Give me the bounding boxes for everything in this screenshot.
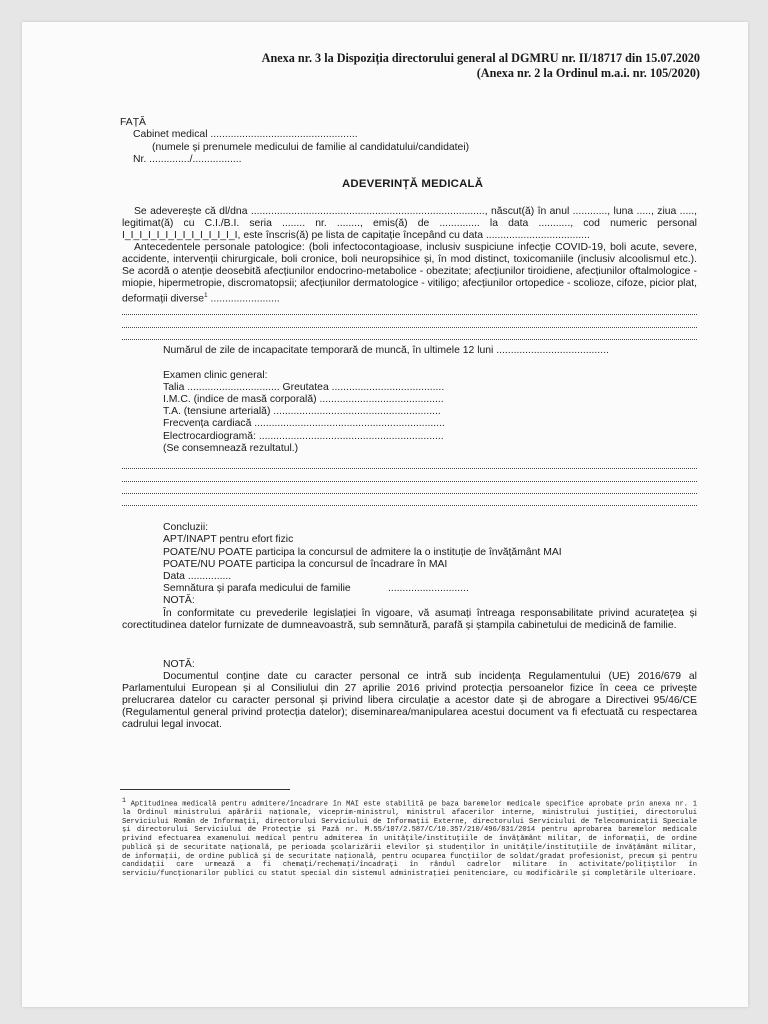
admission-line: POATE/NU POATE participa la concursul de admitere la o instituție de învățământ MAI xyxy=(163,547,562,558)
footnote xyxy=(122,797,697,879)
blank-line xyxy=(122,468,697,469)
exam-title: Examen clinic general: xyxy=(163,370,268,381)
blood-pressure-line: T.A. (tensiune arterială) .......................................................... xyxy=(163,406,441,417)
medic-name-hint: (numele și prenumele medicului de familie al candidatului/candidatei) xyxy=(152,142,470,153)
footnote-text: Aptitudinea medicală pentru admitere/încadrare în MAI este stabilită pe baza baremelor medicale specifice aprobate prin anexa nr. 1 la Ordinul ministrului apărării naționale, viceprim-ministrul, ministrul afacerilor interne, ministrului justiției, directorului Serviciului Român de Informații, directorului Serviciului de Informații Externe, directorului Serviciului de Telecomunicații Speciale și directorului Serviciului de Protecție și Pază nr. M.55/107/2.587/C/10.357/210/496/831/2014 pentru aprobarea baremelor medicale privind efectuarea examenului medical pentru admiterea în unitățile/instituțiile de învățământ militar, de informații, de ordine publică și de securitate națională, pe perioada școlarizării elevilor și studenților în unitățile/instituțiile de învățământ militar, de informații, de ordine publică și de securitate națională, pentru ocuparea funcțiilor de soldat/gradat profesionist, precum și pentru candidații care urmează a fi chemați/rechemați/încadrați în rândul cadrelor militare în activitate/polițiștilor în serviciu/funcționarilor publici cu statut special din sistemul administrației penitenciare, cu modificările și completările ulterioare. xyxy=(122,800,697,878)
footnote-ref: 1 xyxy=(204,292,208,299)
ecg-line: Electrocardiogramă: ................................................................ xyxy=(163,431,444,442)
annex-header-line2: (Anexa nr. 2 la Ordinul m.a.i. nr. 105/2020) xyxy=(476,66,700,80)
blank-line xyxy=(122,481,697,482)
footnote-number: 1 xyxy=(122,797,126,804)
footnote-separator xyxy=(120,789,290,790)
blank-line xyxy=(122,493,697,494)
note-label: NOTĂ: xyxy=(163,595,195,606)
annex-header-line1: Anexa nr. 3 la Dispoziția directorului general al DGMRU nr. II/18717 din 15.07.2020 xyxy=(261,51,700,65)
medical-history-text: Antecedentele personale patologice: (boli infectocontagioase, inclusiv suspiciune infecție COVID-19, boli acute, severe, accidente, intervenții chirurgicale, boli cronice, boli neuropsihice și, în mod distinct, toxicomaniile (inclusiv alcoolismul etc.). Se acordă o atenție deosebită afecțiunilor endocrino-metabolice - obezitate; afecțiunilor tiroidiene, afecțiunilor oftalmologice - miopie, hipermetropie, discromatopsii; afecțiunilor dermatologice - vitiligo; afecțiunilor ortopedice - scolioze, cifoze, picior plat, deformații diverse xyxy=(122,242,697,305)
registration-number: Nr. ............../................. xyxy=(133,154,242,165)
medical-history-paragraph xyxy=(122,242,697,305)
blank-line xyxy=(122,314,697,315)
heart-rate-line: Frecvența cardiacă .................................................................. xyxy=(163,418,445,429)
cabinet-medical-line: Cabinet medical ................................................... xyxy=(133,129,358,140)
certification-paragraph: Se adeverește că dl/dna ................................................................................., născut(ă) în anul ............, luna ....., ziua ....., legitimat(ă) cu C.I./B.I. seria ........ nr. ........, emis(ă) de .............. la data ..........., cod numeric personal I_I_I_I_I_I_I_I_I_I_I_I_I_I, este înscris(ă) pe lista de capitație începând cu data .................................... xyxy=(122,206,697,241)
document-title: ADEVERINȚĂ MEDICALĂ xyxy=(342,178,484,190)
blank-line xyxy=(122,505,697,506)
fitness-line: APT/INAPT pentru efort fizic xyxy=(163,534,294,545)
fata-label: FAȚĂ xyxy=(120,117,146,128)
conclusions-title: Concluzii: xyxy=(163,522,209,533)
signature-dots: ............................ xyxy=(388,583,469,594)
document-page xyxy=(22,22,748,1007)
gdpr-note: Documentul conține date cu caracter personal ce intră sub incidența Regulamentului (UE) 2016/679 al Parlamentului European și al Consiliului din 27 aprilie 2016 privind protecția persoanelor fizice în ceea ce privește prelucrarea datelor cu caracter personal și privind libera circulație a acestor date și de abrogare a Directivei 95/46/CE (Regulamentul general privind protecția datelor); diseminarea/manipularea acestui document va fi efectuată cu respectarea cadrului legal invocat. xyxy=(122,671,697,730)
date-line: Data ............... xyxy=(163,571,232,582)
blank-line xyxy=(122,339,697,340)
incapacity-days-line: Numărul de zile de incapacitate temporară de muncă, în ultimele 12 luni ....................................... xyxy=(163,345,609,356)
signature-label: Semnătura și parafa medicului de familie xyxy=(163,583,351,594)
result-note: (Se consemnează rezultatul.) xyxy=(163,443,299,454)
medical-history-dots: ........................ xyxy=(207,293,280,305)
responsibility-note: În conformitate cu prevederile legislației în vigoare, vă asumați întreaga responsabilitate privind acuratețea și corectitudinea datelor furnizate de dumneavoastră, sub semnătură, parafă și ștampila cabinetului de medicină de familie. xyxy=(122,608,697,631)
blank-line xyxy=(122,327,697,328)
employment-line: POATE/NU POATE participa la concursul de încadrare în MAI xyxy=(163,559,448,570)
bmi-line: I.M.C. (indice de masă corporală) ........................................... xyxy=(163,394,444,405)
height-weight-line: Talia ................................ Greutatea ....................................... xyxy=(163,382,445,393)
note2-label: NOTĂ: xyxy=(163,659,195,670)
